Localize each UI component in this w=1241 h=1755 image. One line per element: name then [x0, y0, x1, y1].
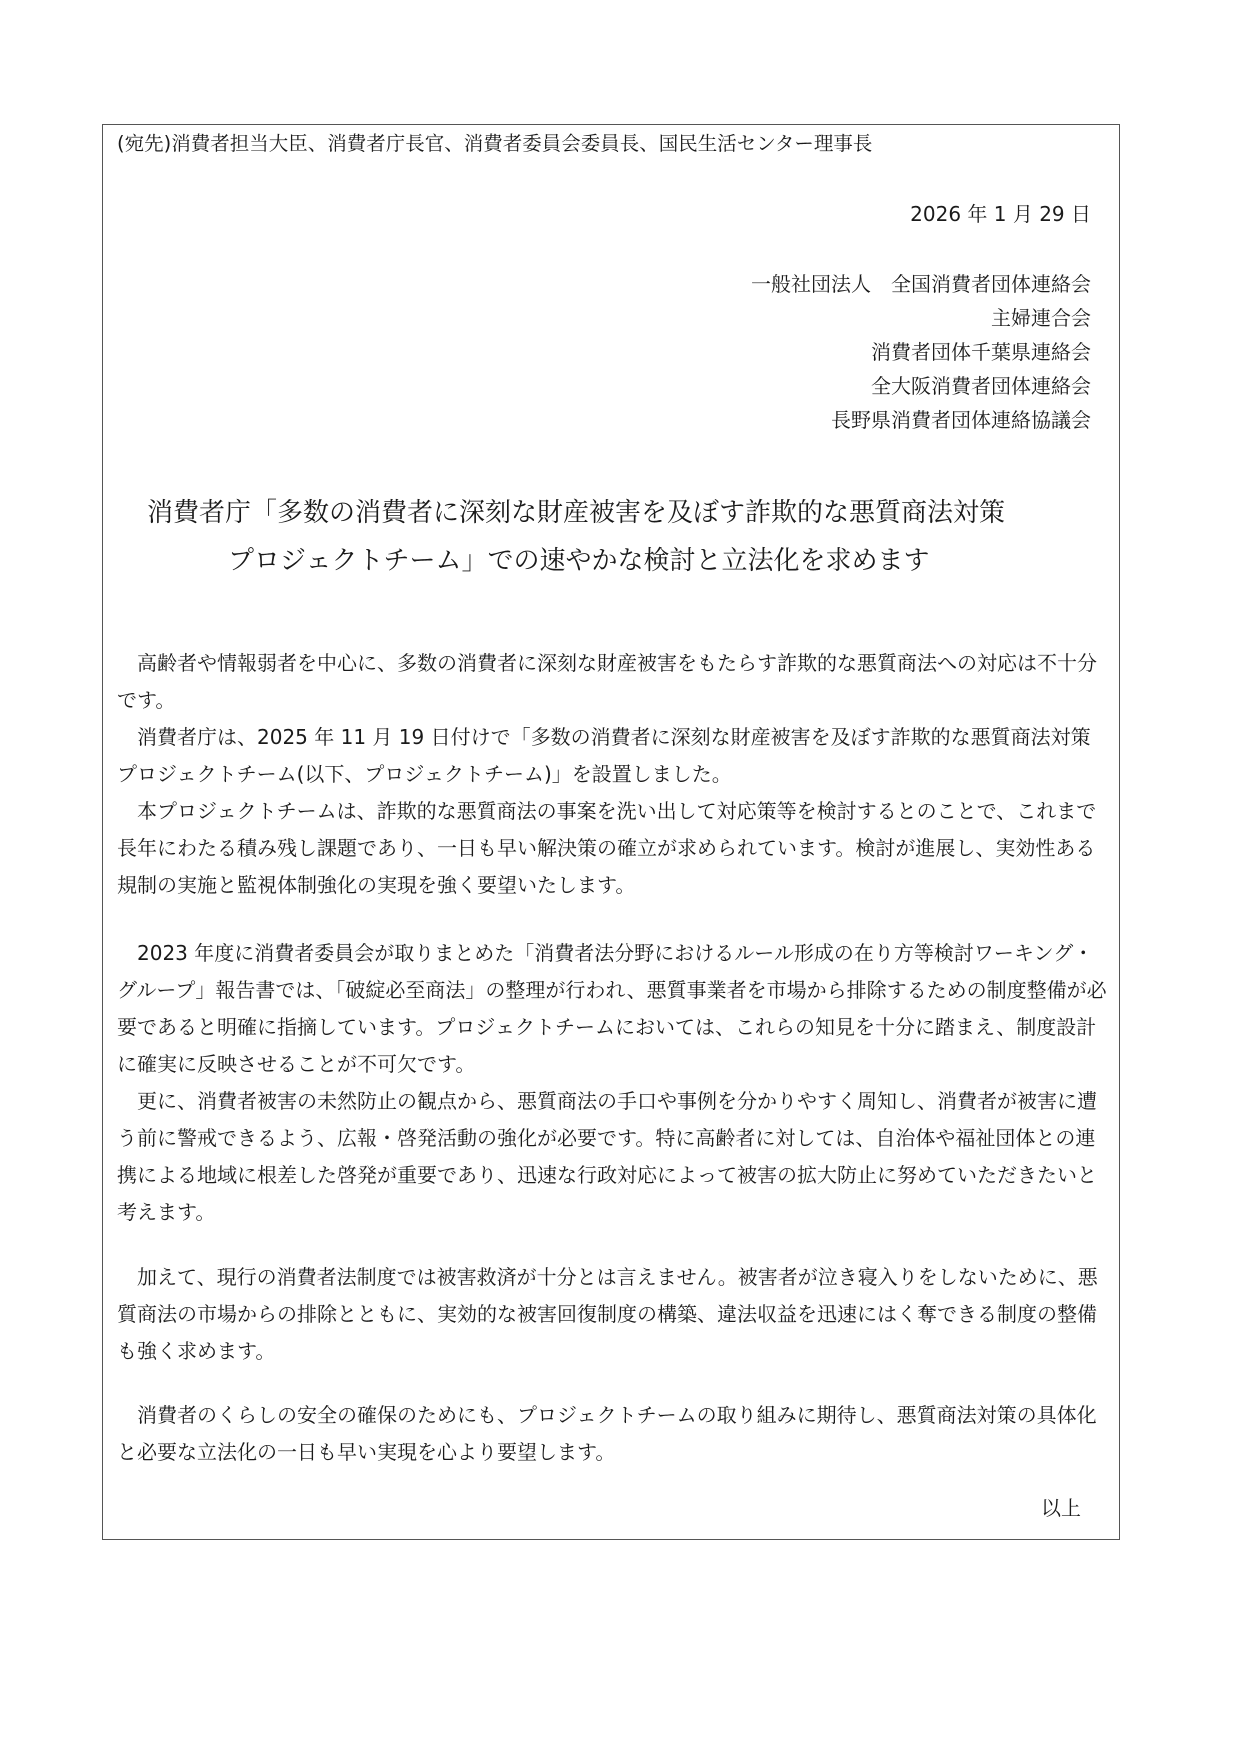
- body-section-4: [117, 1397, 1107, 1471]
- sender-item: 全大阪消費者団体連絡会: [871, 374, 1091, 398]
- body-paragraph: 2023 年度に消費者委員会が取りまとめた「消費者法分野におけるルール形成の在り方等検討ワーキング・グループ」報告書では、「破綻必至商法」の整理が行われ、悪質事業者を市場から排除するための制度整備が必要であると明確に指摘しています。プロジェクトチームにおいては、これらの知見を十分に踏まえ、制度設計に確実に反映させることが不可欠です。: [117, 941, 1107, 1076]
- body-paragraph: 高齢者や情報弱者を中心に、多数の消費者に深刻な財産被害をもたらす詐欺的な悪質商法への対応は不十分です。: [117, 651, 1097, 712]
- document-frame: [102, 124, 1120, 1540]
- body-paragraph: 本プロジェクトチームは、詐欺的な悪質商法の事案を洗い出して対応策等を検討するとのことで、これまで長年にわたる積み残し課題であり、一日も早い解決策の確立が求められています。検討が進展し、実効性ある規制の実施と監視体制強化の実現を強く要望いたします。: [117, 799, 1097, 897]
- closing-mark: 以上: [1041, 1496, 1081, 1520]
- body-paragraph: 消費者のくらしの安全の確保のためにも、プロジェクトチームの取り組みに期待し、悪質商法対策の具体化と必要な立法化の一日も早い実現を心より要望します。: [117, 1403, 1097, 1464]
- body-paragraph: 加えて、現行の消費者法制度では被害救済が十分とは言えません。被害者が泣き寝入りをしないために、悪質商法の市場からの排除とともに、実効的な被害回復制度の構築、違法収益を迅速にはく奪できる制度の整備も強く求めます。: [117, 1265, 1098, 1363]
- body-section-2: [117, 935, 1107, 1231]
- sender-item: 主婦連合会: [991, 306, 1091, 330]
- sender-item: 一般社団法人 全国消費者団体連絡会: [751, 272, 1091, 296]
- body-section-1: [117, 645, 1107, 904]
- document-title: [103, 489, 1121, 585]
- body-paragraph: 消費者庁は、2025 年 11 月 19 日付けで「多数の消費者に深刻な財産被害を及ぼす詐欺的な悪質商法対策プロジェクトチーム(以下、プロジェクトチーム)」を設置しました。: [117, 725, 1091, 786]
- document-date: 2026 年 1 月 29 日: [910, 202, 1091, 226]
- title-line-2: プロジェクトチーム」での速やかな検討と立法化を求めます: [228, 546, 930, 576]
- body-section-3: [117, 1259, 1107, 1370]
- sender-list: [751, 267, 1091, 437]
- body-paragraph: 更に、消費者被害の未然防止の観点から、悪質商法の手口や事例を分かりやすく周知し、消費者が被害に遭う前に警戒できるよう、広報・啓発活動の強化が必要です。特に高齢者に対しては、自治体や福祉団体との連携による地域に根差した啓発が重要であり、迅速な行政対応によって被害の拡大防止に努めていただきたいと考えます。: [117, 1089, 1097, 1224]
- sender-item: 長野県消費者団体連絡協議会: [831, 408, 1091, 432]
- title-line-1: 消費者庁「多数の消費者に深刻な財産被害を及ぼす詐欺的な悪質商法対策: [147, 498, 1006, 528]
- sender-item: 消費者団体千葉県連絡会: [871, 340, 1091, 364]
- addressee-line: (宛先)消費者担当大臣、消費者庁長官、消費者委員会委員長、国民生活センター理事長: [117, 132, 873, 155]
